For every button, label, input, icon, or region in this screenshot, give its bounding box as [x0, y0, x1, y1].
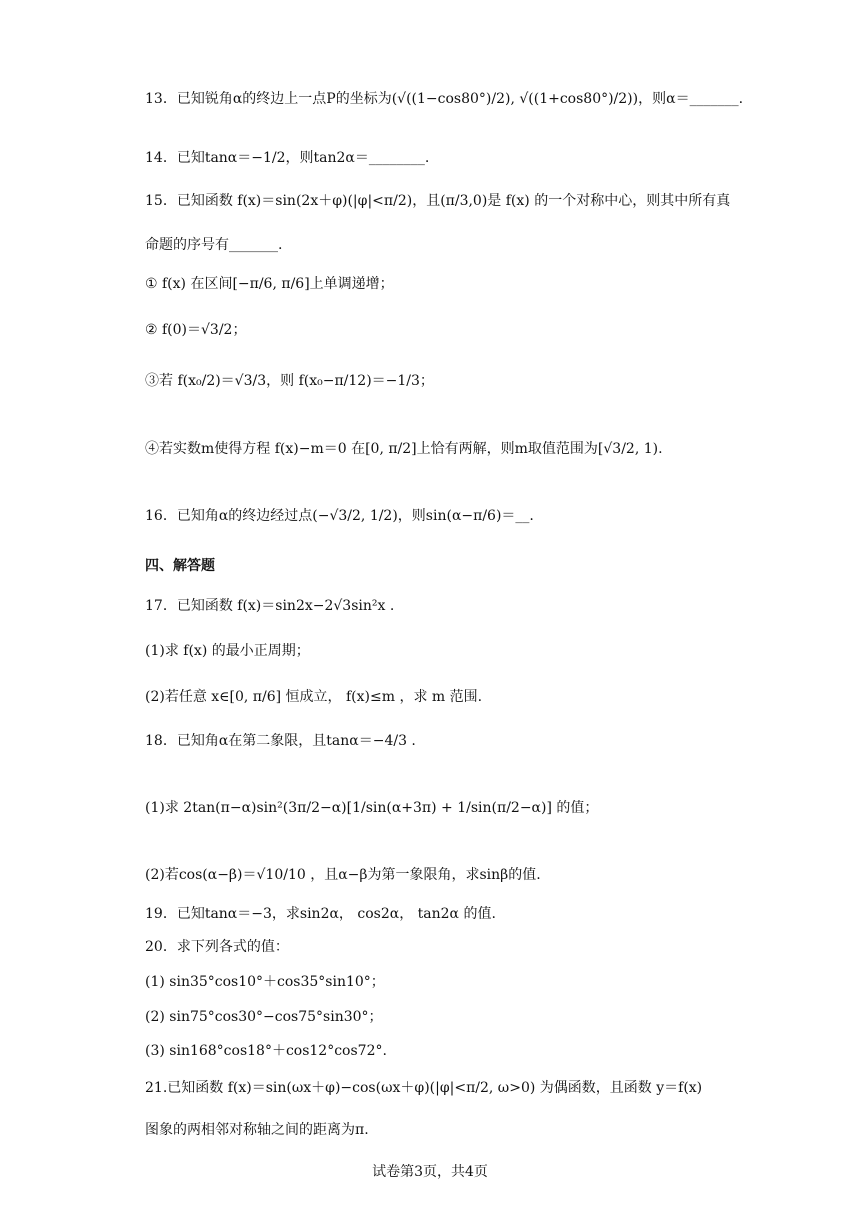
q15-line2: 命题的序号有_______.	[145, 237, 283, 253]
q15-line1: 15．已知函数 f(x)＝sin(2x＋φ)(|φ|<π/2)，且(π/3,0)是 f(x) 的一个对称中心，则其中所有真	[145, 193, 731, 209]
q15-option4: ④若实数m使得方程 f(x)−m＝0 在[0, π/2]上恰有两解，则m取值范围为[√3/2, 1).	[145, 441, 663, 457]
q13: 13．已知锐角α的终边上一点P的坐标为(√((1−cos80°)/2), √((1+cos80°)/2))，则α＝_______.	[145, 91, 744, 107]
q18-part1: (1)求 2tan(π−α)sin²(3π/2−α)[1/sin(α+3π) + 1/sin(π/2−α)] 的值；	[145, 800, 599, 816]
q17: 17．已知函数 f(x)＝sin2x−2√3sin²x .	[145, 598, 395, 614]
q17-part1: (1)求 f(x) 的最小正周期；	[145, 643, 310, 659]
q21-line2: 图象的两相邻对称轴之间的距离为π.	[145, 1122, 369, 1138]
q20: 20．求下列各式的值：	[145, 939, 289, 955]
q16: 16．已知角α的终边经过点(−√3/2, 1/2)，则sin(α−π/6)＝__.	[145, 508, 534, 524]
page-footer: 试卷第3页，共4页	[372, 1164, 488, 1180]
section-title: 四、解答题	[145, 558, 215, 574]
q19: 19．已知tanα＝−3，求sin2α， cos2α， tan2α 的值.	[145, 906, 496, 922]
q17-part2: (2)若任意 x∈[0, π/6] 恒成立， f(x)≤m ，求 m 范围.	[145, 689, 483, 705]
q15-option2: ② f(0)＝√3/2；	[145, 322, 247, 338]
q18: 18．已知角α在第二象限，且tanα＝−4/3 .	[145, 733, 416, 749]
q15-option1: ① f(x) 在区间[−π/6, π/6]上单调递增；	[145, 276, 394, 292]
q14: 14．已知tanα＝−1/2，则tan2α＝________.	[145, 150, 430, 166]
q15-option3: ③若 f(x₀/2)＝√3/3，则 f(x₀−π/12)＝−1/3；	[145, 373, 434, 389]
q21: 21.已知函数 f(x)＝sin(ωx＋φ)−cos(ωx＋φ)(|φ|<π/2, ω>0) 为偶函数，且函数 y＝f(x)	[145, 1080, 703, 1096]
q20-part1: (1) sin35°cos10°＋cos35°sin10°；	[145, 974, 385, 990]
q20-part3: (3) sin168°cos18°＋cos12°cos72°.	[145, 1043, 387, 1059]
q18-part2: (2)若cos(α−β)＝√10/10 ，且α−β为第一象限角，求sinβ的值.	[145, 867, 541, 883]
q20-part2: (2) sin75°cos30°−cos75°sin30°；	[145, 1009, 383, 1025]
